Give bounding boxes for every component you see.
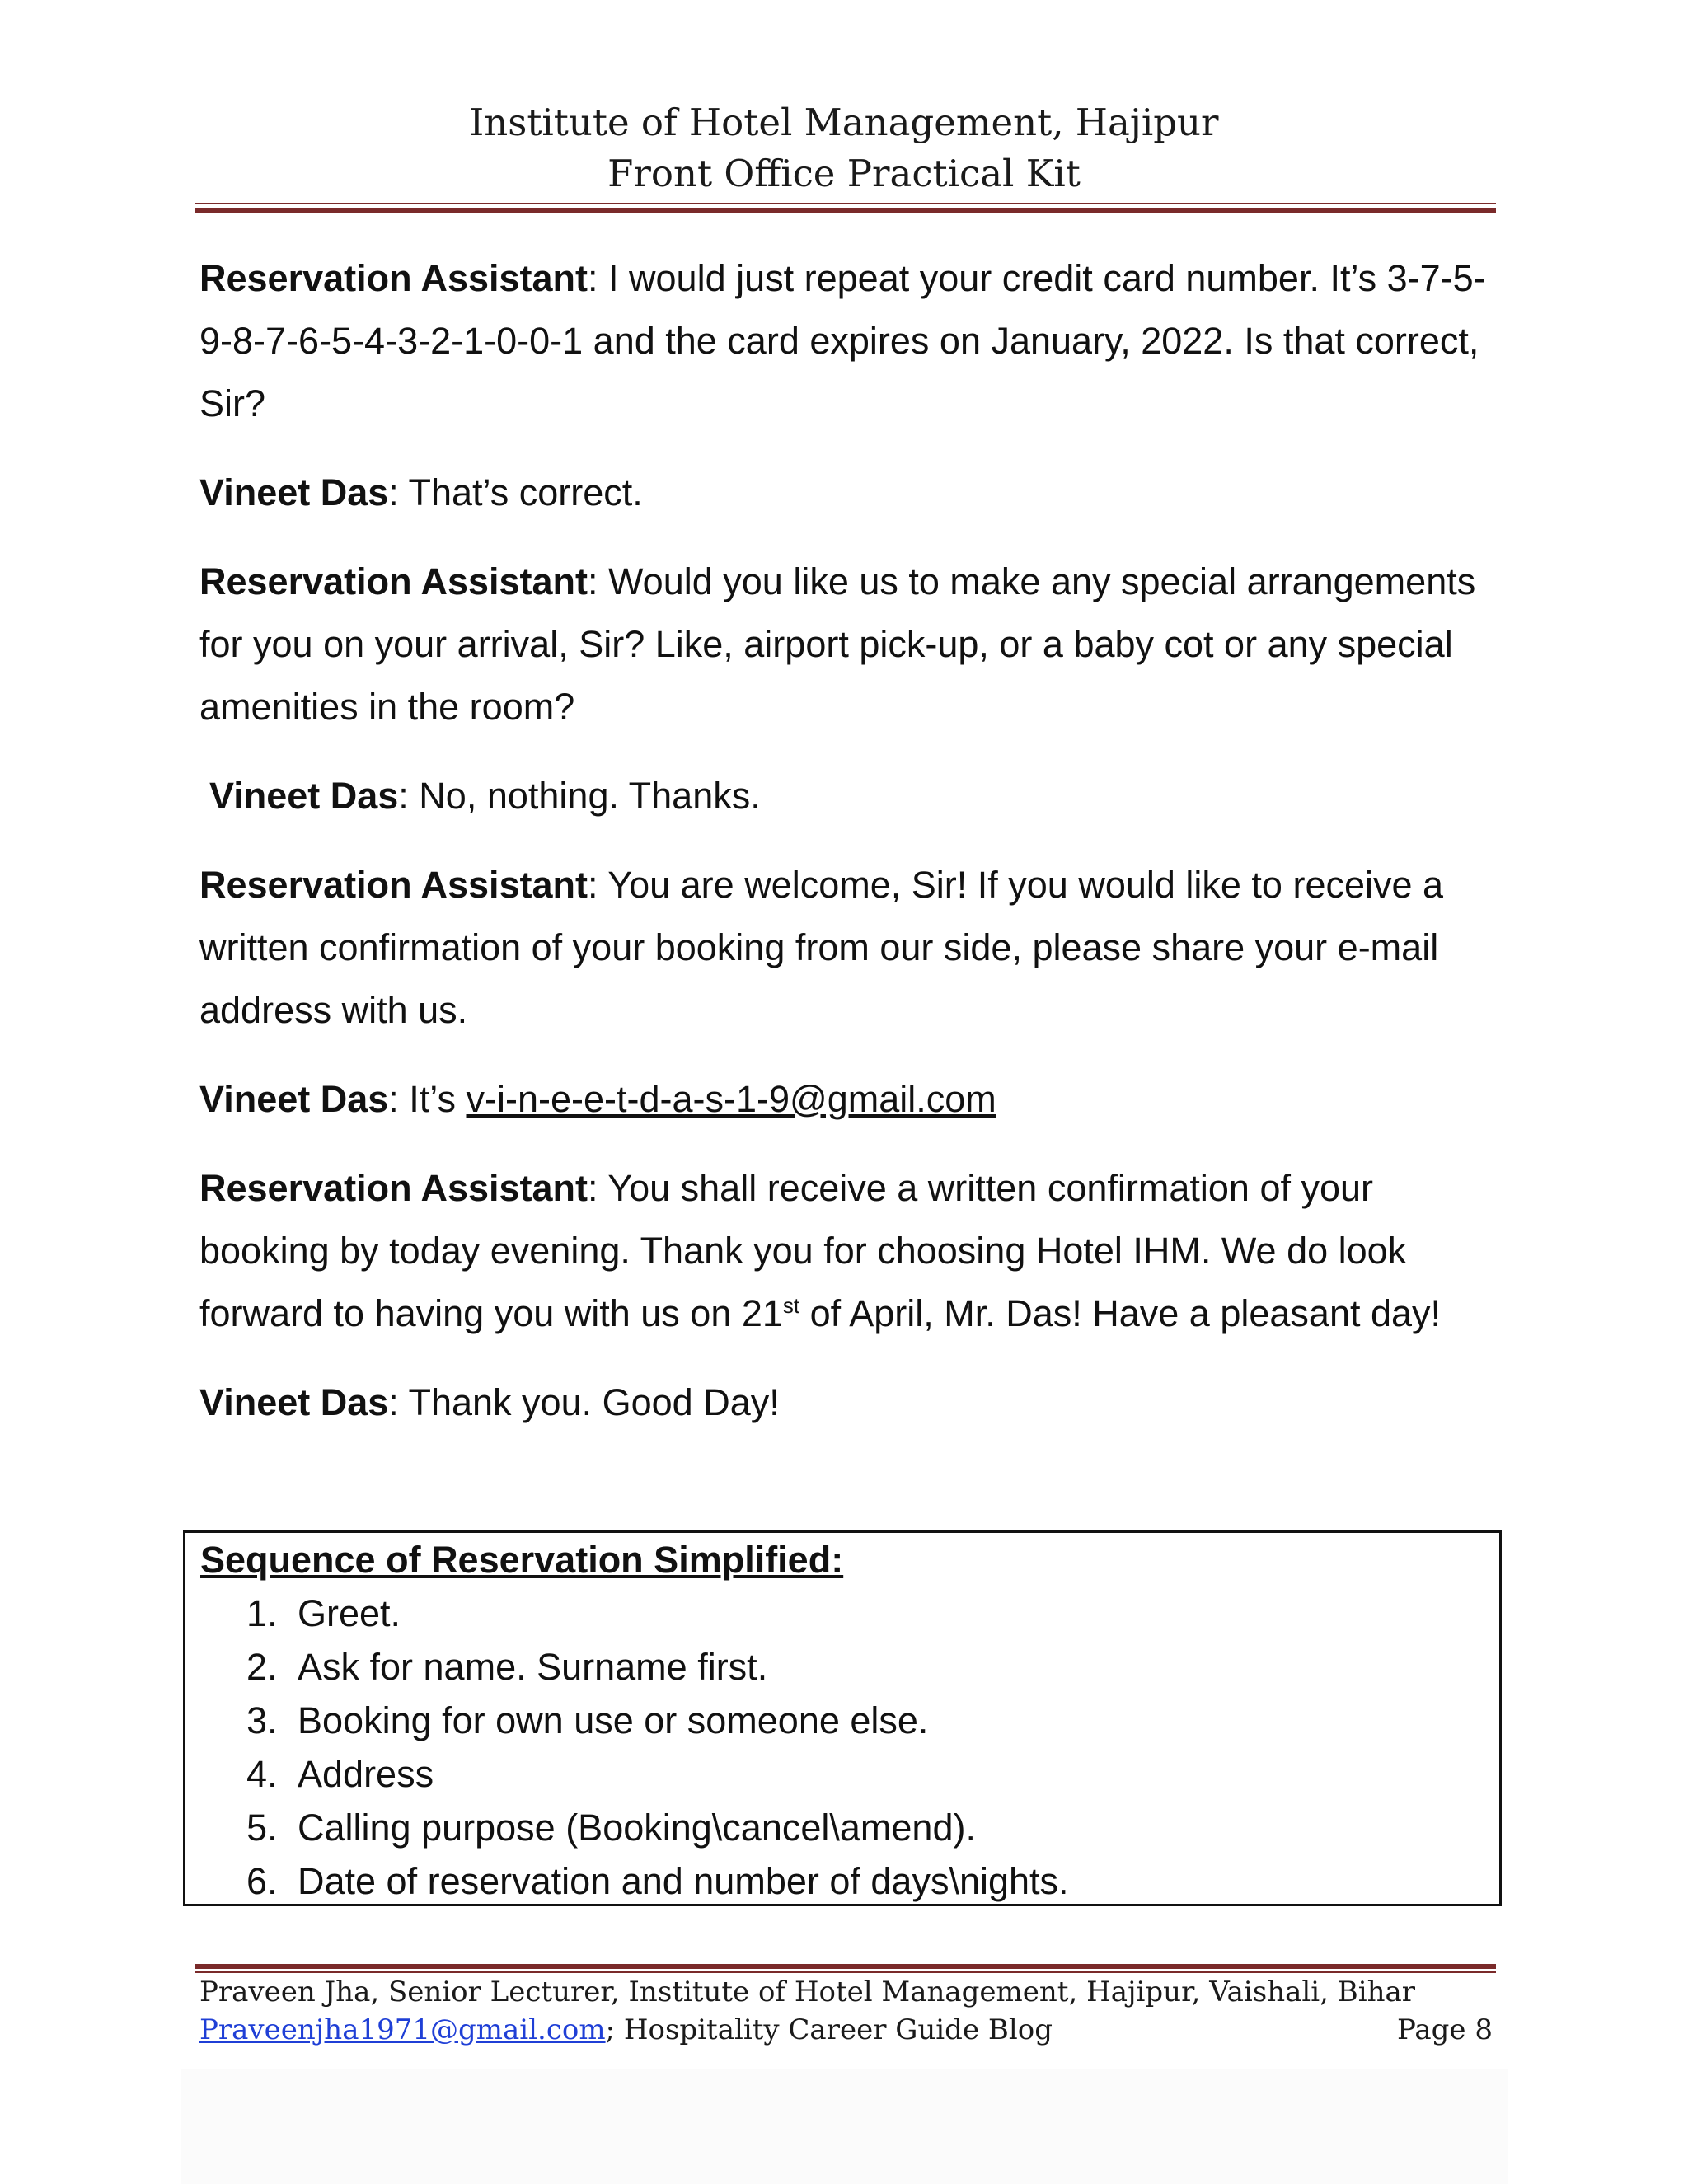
sequence-title: Sequence of Reservation Simplified: (200, 1539, 844, 1581)
item-text: Address (298, 1753, 434, 1795)
dialogue-turn (199, 1157, 1502, 1345)
speaker-name: Reservation Assistant (199, 257, 588, 299)
footer-email-link[interactable]: Praveenjha1971@gmail.com (199, 2013, 606, 2046)
footer-shade (181, 2069, 1508, 2184)
footer-rule-thick (195, 1964, 1496, 1969)
page-header (0, 97, 1688, 199)
turn-text: : It’s (388, 1078, 467, 1120)
turn-text: : Would you like us to make any special arrangements for you on your arrival, Sir? Like, airport pick-up, or a baby cot or any special amenities in the room? (199, 560, 1476, 728)
item-text: Greet. (298, 1592, 401, 1634)
dialogue-turn (199, 462, 1502, 524)
item-number: 2. (246, 1646, 278, 1688)
turn-text: : I would just repeat your credit card number. It’s 3-7-5-9-8-7-6-5-4-3-2-1-0-0-1 and the card expires on January, 2022. Is that correct, Sir? (199, 257, 1486, 424)
page-number: Page 8 (1397, 2013, 1493, 2046)
footer-author: Praveen Jha, Senior Lecturer, Institute of Hotel Management, Hajipur, Vaishali, Bihar (199, 1975, 1416, 2008)
item-number: 3. (246, 1699, 278, 1741)
list-item (246, 1586, 1069, 1640)
speaker-name: Vineet Das (199, 471, 389, 513)
speaker-name: Vineet Das (199, 1078, 389, 1120)
dialogue-turn (199, 551, 1502, 738)
dialogue-turn (199, 247, 1502, 435)
turn-text-continued: of April, Mr. Das! Have a pleasant day! (799, 1292, 1442, 1334)
header-rule-thick (195, 208, 1496, 213)
speaker-name: Vineet Das (209, 775, 399, 817)
speaker-name: Reservation Assistant (199, 1167, 588, 1209)
list-item (246, 1801, 1069, 1854)
turn-text: : Thank you. Good Day! (388, 1381, 780, 1423)
item-text: Ask for name. Surname first. (298, 1646, 768, 1688)
speaker-name: Vineet Das (199, 1381, 389, 1423)
list-item (246, 1694, 1069, 1747)
item-number: 4. (246, 1753, 278, 1795)
item-number: 1. (246, 1592, 278, 1634)
footer-contact (199, 2011, 1498, 2049)
turn-text: : You are welcome, Sir! If you would like to receive a written confirmation of your booking from our side, please share your e-mail address with us. (199, 864, 1444, 1031)
turn-text: : No, nothing. Thanks. (398, 775, 761, 817)
item-number: 5. (246, 1807, 278, 1849)
dialogue-turn (199, 854, 1502, 1042)
page-footer (199, 1973, 1498, 2049)
dialogue-turn (199, 765, 1502, 827)
sequence-box (183, 1530, 1502, 1906)
header-rule-thin (195, 203, 1496, 204)
header-institute: Institute of Hotel Management, Hajipur (469, 101, 1219, 144)
item-text: Date of reservation and number of days\nights. (298, 1860, 1069, 1902)
item-text: Calling purpose (Booking\cancel\amend). (298, 1807, 976, 1849)
item-number: 6. (246, 1860, 278, 1902)
item-text: Booking for own use or someone else. (298, 1699, 929, 1741)
list-item (246, 1640, 1069, 1694)
list-item (246, 1747, 1069, 1801)
speaker-name: Reservation Assistant (199, 560, 588, 602)
email-link[interactable]: v-i-n-e-e-t-d-a-s-1-9@gmail.com (466, 1078, 996, 1120)
dialogue-turn (199, 1068, 1502, 1131)
dialogue-turn (199, 1371, 1502, 1434)
turn-text: : That’s correct. (388, 471, 643, 513)
speaker-name: Reservation Assistant (199, 864, 588, 906)
header-title: Front Office Practical Kit (607, 152, 1081, 195)
dialogue (199, 247, 1502, 1460)
sequence-list (246, 1586, 1069, 1908)
ordinal-suffix: st (782, 1293, 800, 1318)
turn-text: : You shall receive a written confirmation of your booking by today evening. Thank you for choosing Hotel IHM. We do look forward to having you with us on 21 (199, 1167, 1407, 1334)
footer-blog: ; Hospitality Career Guide Blog (605, 2013, 1053, 2046)
list-item (246, 1854, 1069, 1908)
